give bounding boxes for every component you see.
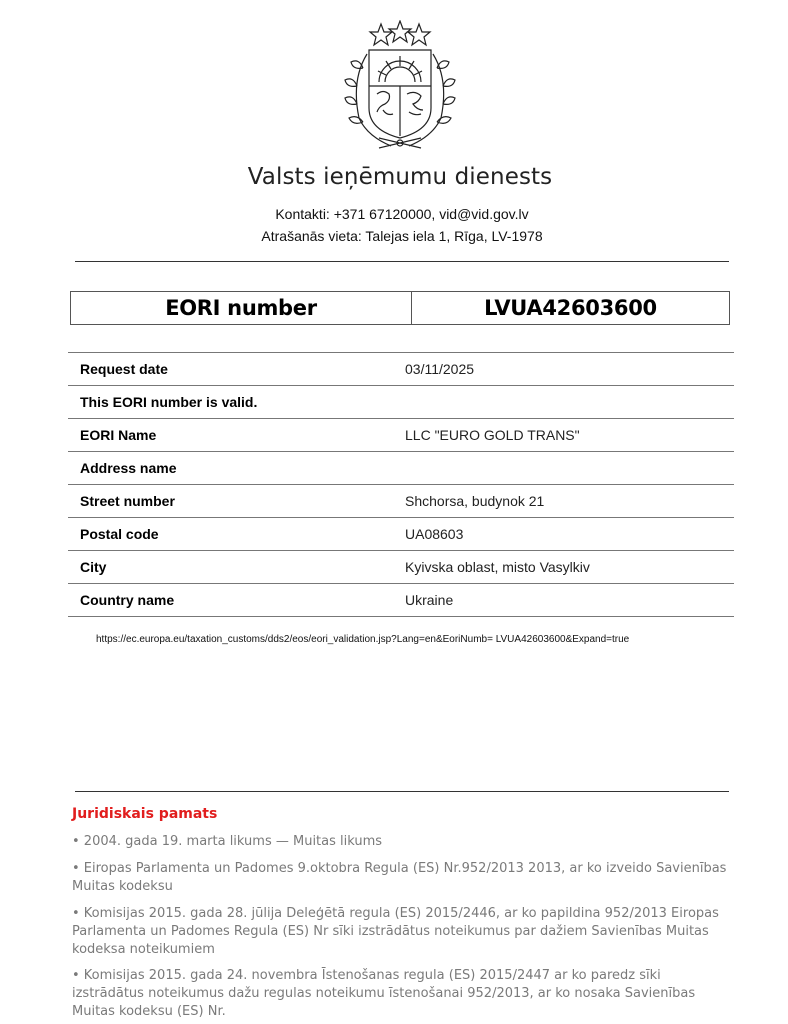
table-row	[68, 353, 734, 386]
row-key: Address name	[68, 452, 405, 485]
contact-line: Kontakti: +371 67120000, vid@vid.gov.lv	[275, 206, 529, 222]
eori-label: EORI number	[71, 292, 412, 324]
row-value	[405, 452, 734, 485]
row-key: Request date	[68, 353, 405, 386]
footer-divider	[75, 791, 729, 792]
header-divider	[75, 261, 729, 262]
legal-item: • Eiropas Parlamenta un Padomes 9.oktobra Regula (ES) Nr.952/2013 2013, ar ko izveido Savienības Muitas kodeksu	[72, 861, 727, 894]
table-row	[68, 386, 734, 419]
table-row	[68, 584, 734, 617]
table-row	[68, 485, 734, 518]
row-value: Shchorsa, budynok 21	[405, 485, 734, 518]
row-key: Street number	[68, 485, 405, 518]
location-line: Atrašanās vieta: Talejas iela 1, Rīga, LV-1978	[261, 228, 543, 244]
row-key: City	[68, 551, 405, 584]
row-key: This EORI number is valid.	[68, 386, 405, 419]
row-value: 03/11/2025	[405, 353, 734, 386]
table-row	[68, 419, 734, 452]
row-value: Ukraine	[405, 584, 734, 617]
legal-item: • Komisijas 2015. gada 28. jūlija Deleģētā regula (ES) 2015/2446, ar ko papildina 952/2013 Eiropas Parlamenta un Padomes Regula (ES) Nr sīki izstrādātus noteikumus par dažiem Savienības Muitas kodeksa noteikumiem	[72, 906, 719, 957]
legal-basis-title: Juridiskais pamats	[72, 806, 218, 822]
table-row	[68, 551, 734, 584]
row-value: LLC "EURO GOLD TRANS"	[405, 419, 734, 452]
row-value: Kyivska oblast, misto Vasylkiv	[405, 551, 734, 584]
row-key: Country name	[68, 584, 405, 617]
legal-item: • 2004. gada 19. marta likums — Muitas likums	[72, 834, 383, 849]
row-key: EORI Name	[68, 419, 405, 452]
eori-details-table	[68, 352, 734, 617]
row-key: Postal code	[68, 518, 405, 551]
row-value	[405, 386, 734, 419]
agency-name: Valsts ieņēmumu dienests	[247, 164, 553, 190]
legal-item: • Komisijas 2015. gada 24. novembra Īstenošanas regula (ES) 2015/2447 ar ko paredz sīki izstrādātus noteikumus dažu regulas noteikumu īstenošanai 952/2013, ar ko nosaka Savienības Muitas kodeksu (ES) Nr.	[72, 968, 696, 1019]
source-url: https://ec.europa.eu/taxation_customs/dds2/eos/eori_validation.jsp?Lang=en&EoriNumb= LVUA42603600&Expand=true	[96, 634, 630, 645]
table-row	[68, 452, 734, 485]
row-value: UA08603	[405, 518, 734, 551]
eori-value: LVUA42603600	[484, 296, 657, 320]
coat-of-arms-emblem	[333, 20, 467, 152]
table-row	[68, 518, 734, 551]
eori-number-box	[70, 291, 730, 325]
